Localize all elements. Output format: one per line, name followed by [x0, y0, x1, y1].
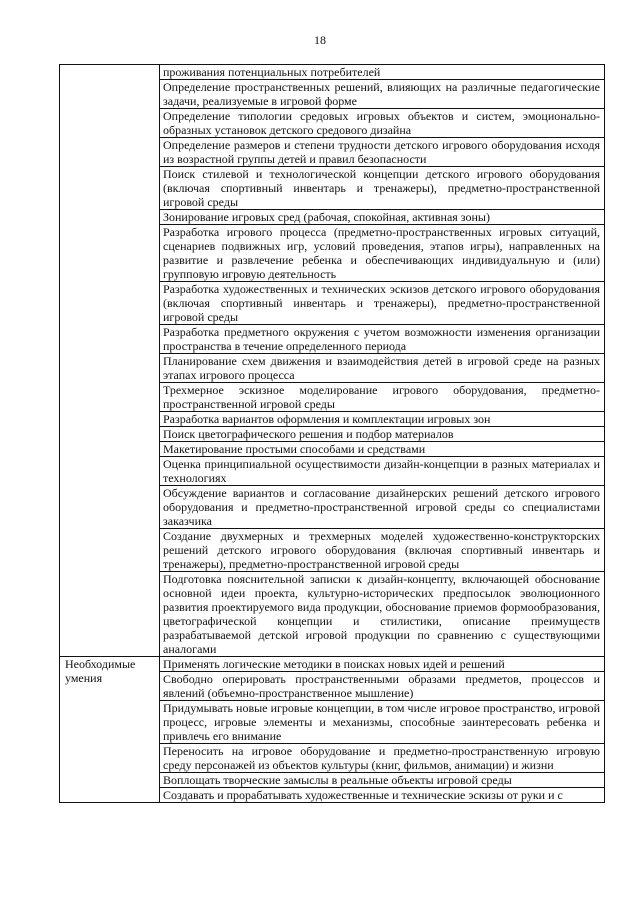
table-cell: Применять логические методики в поисках новых идей и решений [160, 657, 605, 672]
table-cell: Оценка принципиальной осуществимости дизайн-концепции в разных материалах и технологиях [160, 457, 605, 486]
table-cell: Определение пространственных решений, влияющих на различные педагогические задачи, реализуемые в игровой форме [160, 80, 605, 109]
table-cell: Поиск стилевой и технологической концепции детского игрового оборудования (включая спортивный инвентарь и тренажеры), предметно-пространственной игровой среды [160, 167, 605, 210]
table-cell: Воплощать творческие замыслы в реальные объекты игровой среды [160, 773, 605, 788]
table-row [60, 65, 605, 80]
page-number: 18 [314, 33, 326, 47]
table-cell: Подготовка пояснительной записки к дизайн-концепту, включающей обоснование основной идеи проекта, культурно-исторических предпосылок эволюционного развития проектируемого вида продукции, обоснование приемов формообразования, цветографической концепции и стилистики, описание преимуществ разрабатываемой детской игровой продукции по сравнению с существующими аналогами [160, 572, 605, 657]
section-label-cell [60, 65, 160, 657]
table-cell: Трехмерное эскизное моделирование игрового оборудования, предметно-пространственной игровой среды [160, 383, 605, 412]
table-cell: проживания потенциальных потребителей [160, 65, 605, 80]
requirements-table-body [60, 65, 605, 803]
table-cell: Определение размеров и степени трудности детского игрового оборудования исходя из возрастной группы детей и правил безопасности [160, 138, 605, 167]
table-cell: Разработка вариантов оформления и комплектации игровых зон [160, 412, 605, 427]
table-cell: Разработка художественных и технических эскизов детского игрового оборудования (включая спортивный инвентарь и тренажеры), предметно-пространственной игровой среды [160, 282, 605, 325]
table-cell: Определение типологии средовых игровых объектов и систем, эмоционально-образных установок детского средового дизайна [160, 109, 605, 138]
table-cell: Создание двухмерных и трехмерных моделей художественно-конструкторских решений детского игрового оборудования (включая спортивный инвентарь и тренажеры), предметно-пространственной игровой среды [160, 529, 605, 572]
table-cell: Придумывать новые игровые концепции, в том числе игровое пространство, игровой процесс, игровые элементы и механизмы, способные заинтересовать ребенка и привлечь его внимание [160, 701, 605, 744]
table-cell: Свободно оперировать пространственными образами предметов, процессов и явлений (объемно-пространственное мышление) [160, 672, 605, 701]
table-cell: Планирование схем движения и взаимодействия детей в игровой среде на разных этапах игрового процесса [160, 354, 605, 383]
table-cell: Создавать и прорабатывать художественные и технические эскизы от руки и с [160, 788, 605, 803]
table-cell: Зонирование игровых сред (рабочая, спокойная, активная зоны) [160, 210, 605, 225]
table-cell: Макетирование простыми способами и средствами [160, 442, 605, 457]
section-label-cell: Необходимые умения [60, 657, 160, 803]
requirements-table [59, 64, 605, 803]
table-cell: Обсуждение вариантов и согласование дизайнерских решений детского игрового оборудования и предметно-пространственной игровой среды со специалистами заказчика [160, 486, 605, 529]
table-cell: Поиск цветографического решения и подбор материалов [160, 427, 605, 442]
table-cell: Разработка предметного окружения с учетом возможности изменения организации пространства в течение определенного периода [160, 325, 605, 354]
table-cell: Переносить на игровое оборудование и предметно-пространственную игровую среду персонажей из объектов культуры (книг, фильмов, анимации) и жизни [160, 744, 605, 773]
table-row [60, 657, 605, 672]
table-cell: Разработка игрового процесса (предметно-пространственных игровых ситуаций, сценариев подвижных игр, условий проведения, этапов игры), направленных на развитие и развлечение ребенка и обеспечивающих индивидуальную и (или) групповую игровую деятельность [160, 225, 605, 282]
